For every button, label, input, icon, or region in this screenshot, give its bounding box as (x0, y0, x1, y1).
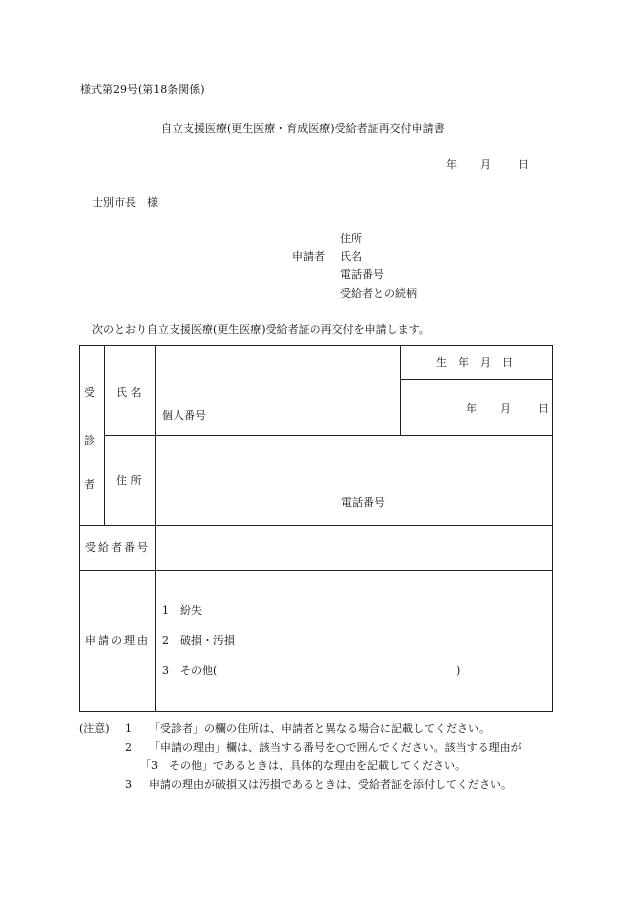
patient-label-char-3: 者 (84, 478, 95, 491)
note-3-number: 3 (125, 778, 132, 791)
patient-label-char-1: 受 (84, 386, 95, 399)
row-divider-reason (80, 570, 552, 571)
patient-label-char-2: 診 (84, 434, 95, 447)
form-number: 様式第29号(第18条関係) (80, 83, 205, 96)
name-label: 氏 名 (116, 386, 142, 399)
note-2-text: 「申請の理由」欄は、該当する番号を○で囲んでください。該当する理由が (149, 741, 522, 754)
recipient-number-label: 受給者番号 (85, 541, 150, 554)
name-input-area[interactable] (156, 346, 400, 435)
reason-label: 申請の理由 (85, 634, 150, 647)
col-divider-patient (104, 346, 105, 525)
address-label: 住 所 (116, 474, 142, 487)
date-day-label: 日 (518, 158, 529, 171)
reason-other-input[interactable] (222, 663, 452, 677)
address-input-area[interactable] (156, 436, 552, 525)
note-2-number: 2 (125, 741, 132, 754)
birthdate-month-label: 月 (500, 402, 511, 415)
applicant-phone-label: 電話番号 (340, 268, 384, 281)
applicant-address-label: 住所 (340, 232, 362, 245)
birthdate-input-area[interactable] (401, 380, 552, 435)
applicant-relation-label: 受給者との続柄 (340, 287, 417, 300)
patient-phone-label: 電話番号 (341, 496, 385, 509)
reason-option-lost[interactable]: 1 紛失 (162, 604, 202, 617)
reason-option-other[interactable]: 3 その他( (162, 664, 218, 677)
birthdate-label: 生 年 月 日 (436, 356, 513, 369)
applicant-label: 申請者 (292, 250, 325, 263)
applicant-name-label: 氏名 (340, 250, 362, 263)
birthdate-year-label: 年 (466, 402, 477, 415)
individual-number-label: 個人番号 (162, 409, 206, 422)
notes-label: (注意) (79, 722, 110, 735)
reason-option-damaged[interactable]: 2 破損・汚損 (162, 634, 235, 647)
note-1-text: 「受診者」の欄の住所は、申請者と異なる場合に記載してください。 (149, 722, 490, 735)
note-1-number: 1 (125, 722, 132, 735)
page-title: 自立支援医療(更生医療・育成医療)受給者証再交付申請書 (161, 122, 445, 135)
reason-other-close-paren: ) (456, 664, 461, 677)
application-table (79, 345, 553, 712)
date-month-label: 月 (480, 158, 491, 171)
date-year-label: 年 (446, 158, 457, 171)
recipient-number-input-area[interactable] (156, 526, 552, 570)
note-2-continuation: 「3 その他」であるときは、具体的な理由を記載してください。 (140, 759, 466, 772)
intro-text: 次のとおり自立支援医療(更生医療)受給者証の再交付を申請します。 (92, 323, 430, 336)
note-3-text: 申請の理由が破損又は汚損であるときは、受給者証を添付してください。 (149, 778, 512, 791)
birthdate-day-label: 日 (538, 402, 549, 415)
addressee: 士別市長 様 (92, 196, 158, 209)
